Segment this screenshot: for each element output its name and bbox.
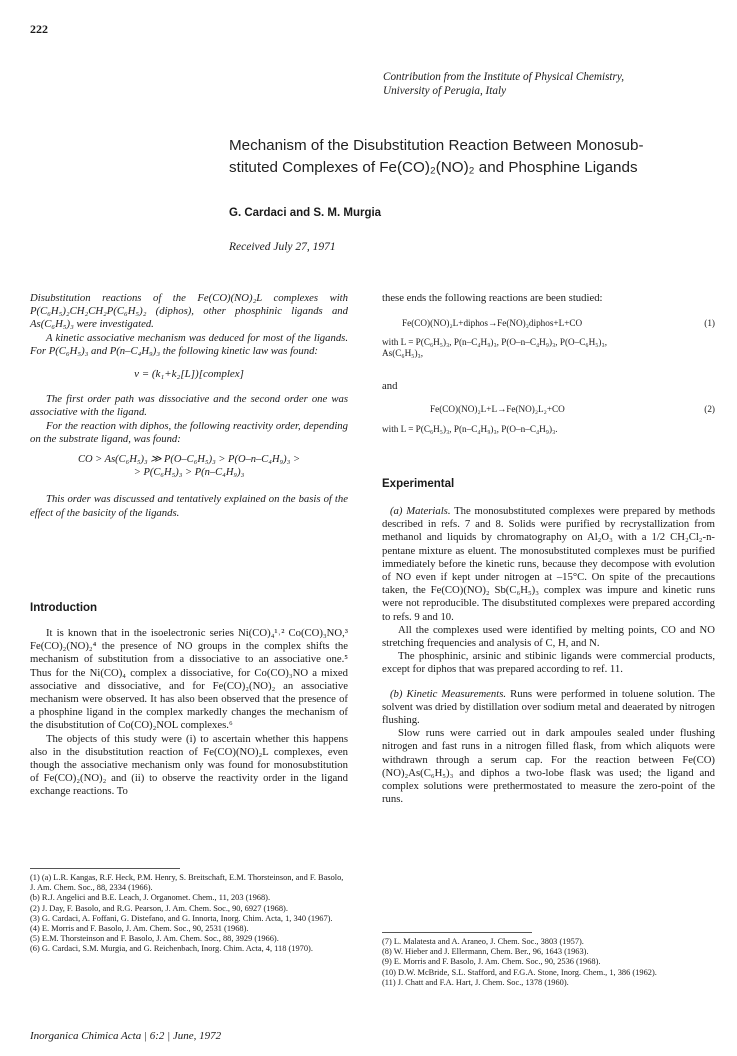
footnote: (10) D.W. McBride, S.L. Stafford, and F.G.A. Stone, Inorg. Chem., 1, 386 (1962). (382, 967, 657, 977)
article-title (229, 135, 719, 179)
abstract-paragraph: A kinetic associative mechanism was deduced for most of the ligands. For P(C₆H₅)₃ and P(n–C₄H₉)₃ the following kinetic law was found: (30, 331, 348, 357)
received-date: Received July 27, 1971 (229, 241, 336, 253)
reaction-1-equation: Fe(CO)(NO)₂L+diphos→Fe(NO)₂diphos+L+CO (402, 318, 583, 328)
reaction-1 (382, 318, 715, 359)
reaction-1-ligands-cont: As(C₆H₅)₃, (382, 348, 423, 358)
introduction-body (30, 627, 348, 799)
footnotes-left (30, 873, 348, 955)
title-line-1: Mechanism of the Disubstitution Reaction Between Monosub- (229, 137, 644, 154)
reaction-2-number: (2) (704, 404, 715, 414)
reactivity-order-line-1: CO > As(C₆H₅)₃ ≫ P(O–C₆H₅)₃ > P(O–n–C₄H₉)₃ > (77, 454, 301, 466)
contribution-note (383, 70, 713, 98)
footnote-divider (30, 868, 180, 869)
kinetic-paragraph (382, 688, 715, 728)
footnote: (9) E. Morris and F. Basolo, J. Am. Chem. Soc., 90, 2536 (1968). (382, 957, 601, 967)
abstract (30, 292, 348, 520)
introduction-paragraph: It is known that in the isoelectronic series Ni(CO)₄¹˒² Co(CO)₃NO,³ Fe(CO)₂(NO)₂⁴ the presence of NO groups in the complex shifts the mechanism of substitution from a dissociative to an associative one.⁵ Thus for the Ni(CO)₄ complex a dissociative, for Co(CO)₃NO a mixed associative and dissociative, and for Fe(CO)₂(NO)₂ an associative mechanism were observed. It has also been observed that the presence of a phosphine ligand in the complex markedly changes the mechanism of the disubstitution of Co(CO)₂NOL complexes.⁶ (30, 627, 348, 732)
contribution-line-1: Contribution from the Institute of Physical Chemistry, (383, 71, 625, 83)
footnote: (7) L. Malatesta and A. Araneo, J. Chem. Soc., 3803 (1957). (382, 937, 584, 946)
footnote: (1) (a) L.R. Kangas, R.F. Heck, P.M. Henry, S. Breitschaft, E.M. Thorsteinson, and F. Basolo, J. Am. Chem. Soc., 88, 2334 (1966). (30, 873, 344, 893)
footnote: (5) E.M. Thorsteinson and F. Basolo, J. Am. Chem. Soc., 88, 3929 (1966). (30, 934, 279, 944)
footnotes-right (382, 937, 715, 988)
footnote: (2) J. Day, F. Basolo, and R.G. Pearson, J. Am. Chem. Soc., 90, 6927 (1968). (30, 903, 288, 913)
experimental-paragraph: The phosphinic, arsinic and stibinic ligands were commercial products, except for diphos that was prepared according to ref. 11. (382, 650, 715, 676)
footnote-divider-right (382, 932, 532, 933)
reaction-1-row (382, 318, 715, 329)
materials-text: The monosubstituted complexes were prepared by methods described in refs. 7 and 8. Solids were purified by recrystallization from methanol and liquids by chromatography on Al₂O₃ with a 1/2 CH₂Cl₂-n-pentane mixture as eluent. The monosubstituted complexes must be purified immediately before the kinetic runs, because they decompose with evolution of NO even if kept under nitrogen at –15°C. On spite of the precautions taken, the Fe(CO)(NO)₂ Sb(C₆H₅)₃ complex was impure and kinetic runs were not reproducible. The disubstituted complexes were prepared according to refs. 9 and 10. (382, 505, 715, 623)
rate-law-equation: v = (k₁+k₂[L])[complex] (134, 368, 244, 381)
reaction-2 (382, 404, 715, 435)
reaction-1-number: (1) (704, 318, 715, 328)
experimental-paragraph: Slow runs were carried out in dark ampoules sealed under flushing nitrogen and fast runs in a nitrogen filled flask, from which aliquots were withdrawn through a serum cap. For the reaction between Fe(CO)(NO)₂As(C₆H₅)₃ and diphos a two-lobe flask was used; the ligand and complex solutions were prethermostated to measure the zero-point of the runs. (382, 727, 715, 806)
experimental-heading: Experimental (382, 478, 455, 490)
experimental-body (382, 505, 715, 806)
reaction-2-equation: Fe(CO)(NO)₂L+L→Fe(NO)₂L₂+CO (430, 404, 565, 414)
footnote: (11) J. Chatt and F.A. Hart, J. Chem. Soc., 1378 (1960). (382, 977, 569, 987)
title-line-2: stituted Complexes of Fe(CO)₂(NO)₂ and Phosphine Ligands (229, 159, 638, 176)
footnote: (b) R.J. Angelici and B.E. Leach, J. Organomet. Chem., 11, 203 (1968). (30, 893, 271, 903)
footnote: (8) W. Hieber and J. Ellermann, Chem. Ber., 96, 1643 (1963). (382, 947, 589, 957)
abstract-paragraph: Disubstitution reactions of the Fe(CO)(NO)₂L complexes with P(C₆H₅)₂CH₂CH₂P(C₆H₅)₂ (diphos), other phosphinic ligands and As(C₆H₅)₃ were investigated. (30, 292, 348, 331)
authors: G. Cardaci and S. M. Murgia (229, 207, 382, 219)
reaction-1-ligands: with L = P(C₆H₅)₃, P(n–C₄H₉)₃, P(O–n–C₄H₉)₃, P(O–C₆H₅)₃, (382, 337, 607, 347)
reaction-2-ligands: with L = P(C₆H₅)₃, P(n–C₄H₉)₃, P(O–n–C₄H₉)₃. (382, 424, 558, 434)
abstract-paragraph: The first order path was dissociative and the second order one was associative with the ligand. (30, 393, 348, 419)
introduction-paragraph: The objects of this study were (i) to ascertain whether this happens also in the disubstitution reaction of Fe(CO)(NO)₂L complexes, even though the associative mechanism only was found for monosubstitution of Fe(CO)₂(NO)₂ and (ii) to observe the reactivity order in the ligand exchange reactions. To (30, 732, 348, 798)
abstract-paragraph: For the reaction with diphos, the following reactivity order, depending on the substrate ligand, was found: (30, 419, 348, 445)
introduction-heading: Introduction (30, 602, 98, 614)
footnote: (6) G. Cardaci, S.M. Murgia, and G. Reichenbach, Inorg. Chim. Acta, 4, 118 (1970). (30, 944, 313, 954)
materials-paragraph (382, 505, 715, 624)
journal-footer: Inorganica Chimica Acta | 6:2 | June, 1972 (30, 1030, 222, 1042)
reactivity-order-line-2: > P(C₆H₅)₃ > P(n–C₄H₉)₃ (133, 467, 245, 479)
materials-label: (a) Materials. (390, 505, 451, 517)
abstract-paragraph: This order was discussed and tentatively explained on the basis of the effect of the basicity of the ligands. (30, 493, 348, 519)
footnote: (4) E. Morris and F. Basolo, J. Am. Chem. Soc., 90, 2531 (1968). (30, 924, 249, 934)
kinetic-label: (b) Kinetic Measurements. (390, 687, 507, 700)
experimental-paragraph: All the complexes used were identified by melting points, CO and NO stretching frequencies and analysis of C, H, and N. (382, 623, 715, 650)
page-number: 222 (30, 22, 48, 36)
kinetic-text: Runs were performed in toluene solution. The solvent was dried by distillation over sodium metal and deaerated by nitrogen flushing. (382, 687, 715, 727)
reaction-2-row (382, 404, 715, 415)
reactions-intro: these ends the following reactions are been studied: (382, 292, 603, 304)
footnote: (3) G. Cardaci, A. Foffani, G. Distefano, and G. Innorta, Inorg. Chim. Acta, 1, 340 (1967). (30, 913, 333, 923)
contribution-line-2: University of Perugia, Italy (383, 85, 507, 97)
and-connector: and (382, 380, 398, 392)
